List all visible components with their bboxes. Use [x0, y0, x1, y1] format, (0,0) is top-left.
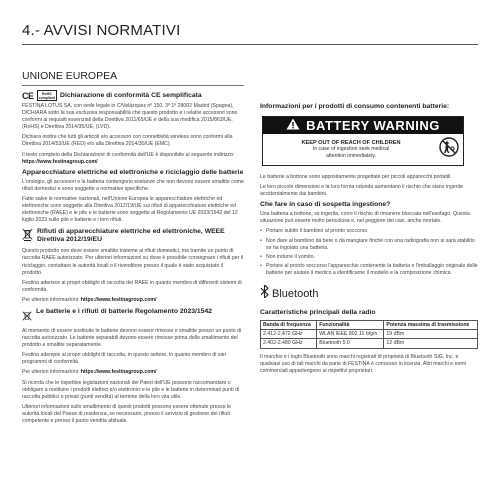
battery-warning-text: [267, 140, 435, 159]
section-title-eu: UNIONE EUROPEA: [22, 70, 244, 86]
list-item: • Portare subito il bambino al pronto soccorso.: [266, 228, 478, 235]
ce-mark-icon: CE: [22, 90, 34, 101]
keep-away-from-children-icon: [439, 137, 459, 162]
ce-paragraph-2: Dichiara inoltre che tutti gli articoli e/o accessori con connettività wireless sono conformi alla Direttiva 2014/53/UE (RED) e/o alla Direttiva 2014/30/UE (EMC).: [22, 134, 233, 148]
battery-heading: Le batterie e i rifiuti di batterie Regolamento 2023/1542: [36, 307, 213, 315]
battery-paragraph-2: Festina adempie ai propri obblighi di raccolta, in questo settore, in quanto membro di vari programmi di conformità.: [22, 352, 227, 366]
battery-paragraph-3-text: Per ulteriori informazioni:: [22, 369, 81, 376]
bluetooth-logo: [260, 285, 478, 303]
table-header: Potenza massima di trasmissione: [384, 321, 478, 330]
crossed-bin-icon: [22, 308, 32, 326]
battery-warning-title: BATTERY WARNING: [306, 118, 440, 133]
table-cell: Bluetooth 5.0: [317, 339, 384, 348]
table-cell: 12 dBm: [384, 339, 478, 348]
table-cell: 2.412-2.472 GHz: [261, 330, 317, 339]
raee-paragraph-3-text: Per ulteriori informazioni:: [22, 296, 81, 303]
battery-link[interactable]: https://www.festinagroup.com/: [80, 369, 157, 376]
warning-triangle-icon: [286, 118, 300, 133]
battery-paragraph-1: Al momento di essere sostituite le batterie devono essere rimosse e smaltite presso un punto di raccolta autorizzato. Le batterie separabili devono essere rimosse prima dello smaltimento del prodotto e smaltite separatamente.: [22, 327, 242, 349]
table-header-row: [261, 321, 478, 330]
battery-heading-row: [22, 308, 244, 326]
table-cell: 19 dBm: [384, 330, 478, 339]
ce-paragraph-1: FESTINA LOTUS SA, con sede legale in C/Velázquez nº 150, 3º 1º 28002 Madrid (Spagna), DICHIARA sotto la sua esclusiva responsabilità che questo prodotto e i relativi accessori sono conformi ai requisiti essenziali della Direttiva 2011/65/UE e della sua modifica 2015/863/UE, (RoHS) e Direttiva 2014/35/UE, (LVD).: [22, 103, 238, 131]
table-cell: 2.402-2.480 GHz: [261, 339, 317, 348]
crossed-bin-icon: [22, 228, 33, 246]
list-item: • Portare al pronto soccorso l'apparecchio contenente la batteria o l'imballaggio originale delle batterie per aiutare il medico a identificarne il modello e la composizione chimica.: [266, 263, 478, 277]
table-row: [261, 339, 478, 348]
table-header: Funzionalità: [317, 321, 384, 330]
raee-heading: Rifiuti di apparecchiature elettriche ed elettroniche, WEEE Direttiva 2012/19/EU: [37, 228, 225, 244]
radio-heading: Caratteristiche principali della radio: [260, 309, 376, 317]
button-battery-paragraph-2: Le loro piccole dimensioni e la loro forma rotonda aumentano il rischio che siano ingerite accidentalmente dai bambini.: [260, 184, 464, 198]
battery-warning-header: [263, 117, 463, 134]
ce-paragraph-3: [22, 152, 244, 166]
radio-table: [260, 320, 478, 349]
table-header: Banda di frequenza: [261, 321, 317, 330]
battery-warning-box: [262, 116, 464, 166]
rohs-sublabel: compliant: [38, 95, 56, 100]
right-column: [260, 103, 478, 378]
battery-paragraph-3: [22, 369, 244, 376]
ingestion-paragraph: Una batteria a bottone, se ingerita, corre il rischio di rimanere bloccata nell'esofago. Questa situazione può essere molto pericolosa e, nel peggiore dei casi, anche mortale.: [260, 211, 470, 225]
raee-paragraph-3: [22, 297, 244, 304]
weee-paragraph-1: L'orologio, gli accessori e la batteria contengono sostanze che non devono essere smaltite come rifiuti domestici e sono soggette a normative specifiche.: [22, 178, 244, 192]
list-item: • Non indurre il vomito.: [266, 254, 478, 261]
weee-heading: Apparecchiature elettriche ed elettroniche e riciclaggio delle batterie: [22, 168, 244, 176]
ingestion-heading: Che fare in caso di sospetta ingestione?: [260, 201, 391, 209]
left-column: [22, 70, 244, 428]
rohs-label: RoHS: [42, 91, 52, 96]
ce-heading: Dichiarazione di conformità CE semplificata: [60, 91, 202, 99]
table-row: [261, 330, 478, 339]
raee-paragraph-1: Questo prodotto non deve essere smaltito insieme ai rifiuti domestici, ma tramite un punto di raccolta RAEE autorizzato. Per ulteriori informazioni su dove è possibile consegnare i rifiuti per il riciclaggio, contattare le autorità locali o il rivenditore presso il quale è stato acquistato il prodotto.: [22, 248, 244, 276]
page-title: 4.- AVVISI NORMATIVI: [22, 22, 478, 45]
bluetooth-icon: [260, 285, 269, 303]
battery-warning-body: [263, 134, 463, 165]
ingestion-bullet-list: [260, 228, 478, 277]
list-item: • Non dare al bambino da bere o da mangiare finché con una radiografia non si sarà stabilito se ha ingoiato una batteria.: [266, 238, 478, 252]
raee-paragraph-2: Festina aderisce ai propri obblighi di raccolta dei RAEE in quanto membro di differenti sistemi di conformità.: [22, 279, 242, 293]
ce-heading-row: [22, 90, 244, 101]
table-cell: WLAN IEEE 802.11 b/g/n: [317, 330, 384, 339]
button-battery-paragraph-1: Le batterie a bottone sono appositamente progettate per piccoli apparecchi portatili.: [260, 174, 452, 180]
ce-paragraph-3-text: Il testo completo della Dichiarazione di conformità dell'UE è disponibile al seguente indirizzo:: [22, 151, 235, 158]
battery-warning-line-2b: attention immediately.: [325, 152, 377, 159]
battery-info-title: Informazioni per i prodotti di consumo contenenti batterie:: [260, 103, 450, 110]
raee-link[interactable]: https://www.festinagroup.com/: [80, 296, 157, 303]
weee-paragraph-2: Fatte salve le normative nazionali, nell'Unione Europea le apparecchiature elettriche ed elettroniche sono soggette alla Direttiva 2012/19/UE sui rifiuti di apparecchiature elettriche ed elettroniche (RAEE) e le pile e le batterie sono soggette al Regolamento UE 2023/1542 del 12 luglio 2023 sulle pile e batterie e i loro rifiuti.: [22, 195, 238, 224]
ce-link[interactable]: https://www.festinagroup.com/: [22, 158, 98, 165]
raee-heading-row: [22, 228, 244, 246]
battery-paragraph-5: Ulteriori informazioni sullo smaltimento di questi prodotti possono essere ottenute presso le autorità locali del Paese di residenza, se necessario, presso il servizio di gestione dei rifiuti competente e presso il punto vendita abituale.: [22, 403, 232, 424]
battery-warning-line-2a: In case of ingestion seek medical: [312, 146, 390, 152]
trademark-paragraph: Il marchio e i loghi Bluetooth sono marchi registrati di proprietà di Bluetooth SIG, Inc. e qualsiasi uso di tali marchi da parte di FESTINA è concesso in licenza. Altri marchi e nomi commerciali appartengono ai rispettivi proprietari.: [260, 353, 466, 374]
bluetooth-wordmark: Bluetooth: [272, 288, 319, 301]
battery-paragraph-4: Si ricorda che le rispettive legislazioni nazionali dei Paesi dell'UE possono raccomandare o obbligare a restituire i prodotti elettrici e/o elettronici e le pile e le batterie in determinati punti di raccolta pubblici o privati (punti vendita) al termine della loro vita utile.: [22, 379, 240, 400]
rohs-icon: [37, 90, 58, 101]
battery-warning-line-1: KEEP OUT OF REACH OF CHILDREN: [301, 140, 401, 146]
